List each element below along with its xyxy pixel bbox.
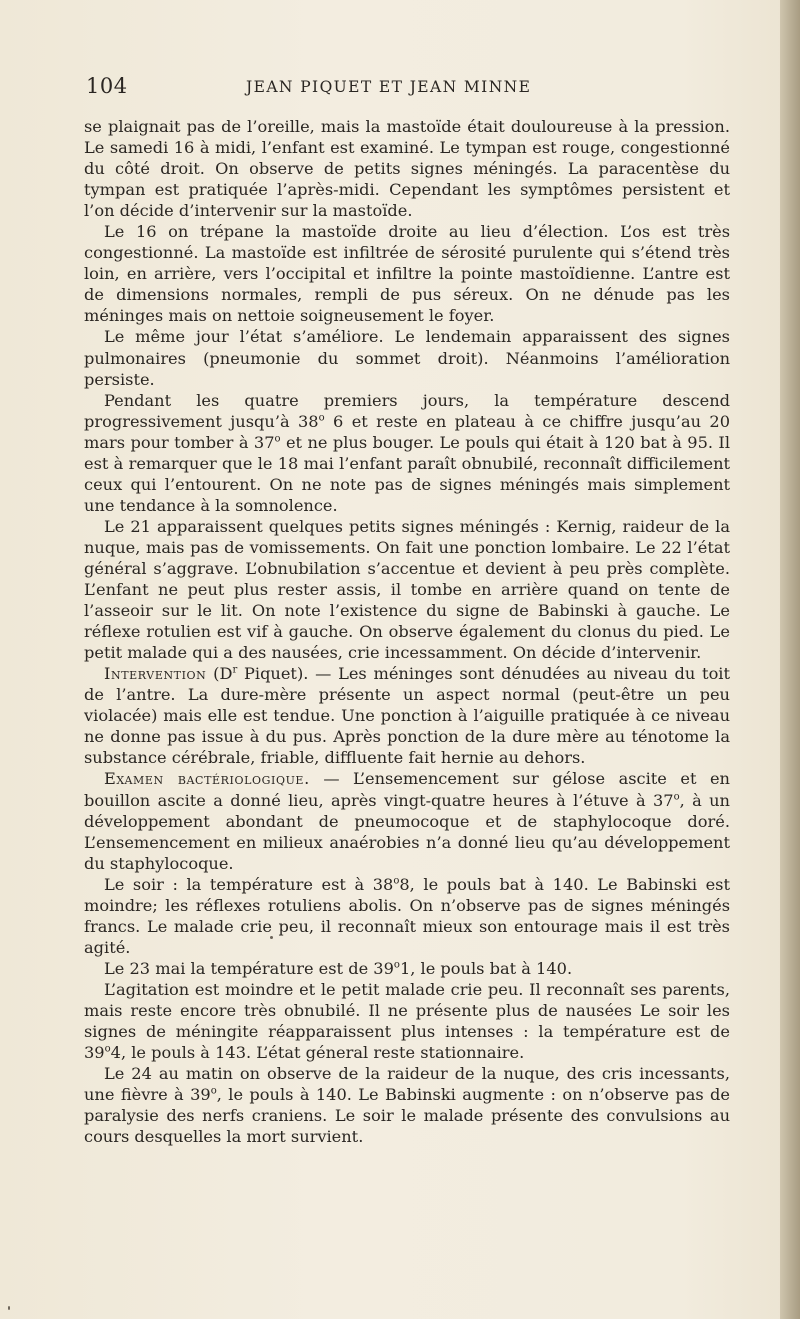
running-title: JEAN PIQUET ET JEAN MINNE xyxy=(246,78,532,96)
paragraph-1-text: se plaignait pas de l’oreille, mais la mastoïde était douloureuse à la pression. Le samedi 16 à midi, l’enfant est examiné. Le tympan est rouge, congestionné du côté droit. On observe de petits signes méningés. La paracentèse du tympan est pratiquée l’après-midi. Cependant les symptômes persistent et l’on décide d’intervenir sur la mastoïde. xyxy=(84,117,730,221)
paragraph-6-text: Piquet). — Les méninges sont dénudées au niveau du toit de l’antre. La dure-mère présente un aspect normal (peut-être un peu violacée) mais elle est tendue. Une ponction à l’aiguille pratiquée à ce niveau ne donne pas issue à du pus. Après ponction de la dure mère au ténotome la substance cérébrale, friable, diffluente fait hernie au dehors. xyxy=(84,664,730,768)
paragraph-5 xyxy=(84,516,730,663)
paragraph-6 xyxy=(84,663,730,768)
paragraph-9-text-a: Le 23 mai la température est de 39 xyxy=(104,958,394,978)
paragraph-1 xyxy=(84,116,730,221)
paragraph-7 xyxy=(84,768,730,873)
paragraph-10 xyxy=(84,979,730,1063)
page-gutter-shadow xyxy=(780,0,800,1319)
paragraph-2 xyxy=(84,221,730,326)
paragraph-7-text-a: — L’ensemencement sur gélose ascite et en bouillon ascite a donné lieu, après vingt-quatre heures à l’étuve à 37 xyxy=(84,769,730,810)
paragraph-3-text: Le même jour l’état s’améliore. Le lendemain apparaissent des signes pulmonaires (pneumonie du sommet droit). Néanmoins l’amélioration persiste. xyxy=(84,327,730,389)
degree-superscript: o xyxy=(274,433,281,445)
paragraph-9 xyxy=(84,958,730,979)
paragraph-4-text-a: Pendant les quatre premiers jours, la température descend progressivement jusqu’à 38 xyxy=(84,390,730,431)
degree-superscript: o xyxy=(673,791,680,803)
paragraph-4 xyxy=(84,390,730,516)
page-number: 104 xyxy=(86,74,128,98)
paragraph-11 xyxy=(84,1063,730,1147)
body-text xyxy=(84,116,730,1147)
paragraph-10-text-a: L’agitation est moindre et le petit malade crie peu. Il reconnaît ses parents, mais reste encore très obnubilé. Il ne présente plus de nausées Le soir les signes de méningite réapparaissent plus intenses : la température est de 39 xyxy=(84,979,730,1063)
paragraph-9-text-b: 1, le pouls bat à 140. xyxy=(399,958,573,978)
degree-superscript: o xyxy=(393,959,400,971)
paragraph-11-text-b: , le pouls à 140. Le Babinski augmente : on n’observe pas de paralysie des nerfs craniens. Le soir le malade présente des convulsions au cours desquelles la mort survient. xyxy=(84,1085,730,1147)
paragraph-4-text-c: et ne plus bouger. Le pouls qui était à 120 bat à 95. Il est à remarquer que le 18 mai l’enfant paraît obnubilé, reconnaît difficilement ceux qui l’entourent. On ne note pas de signes méningés mais simplement une tendance à la somnolence. xyxy=(84,432,730,515)
paragraph-5-text: Le 21 apparaissent quelques petits signes méningés : Kernig, raideur de la nuque, mais pas de vomissements. On fait une ponction lombaire. Le 22 l’état général s’aggrave. L’obnubilation s’accentue et devient à peu près complète. L’enfant ne peut plus rester assis, il tombe en arrière quand on tente de l’asseoir sur le lit. On note l’existence du signe de Babinski à gauche. Le réflexe rotulien est vif à gauche. On observe également du clonus du pied. Le petit malade qui a des nausées, crie incessamment. On décide d’intervenir. xyxy=(84,516,730,663)
degree-superscript: o xyxy=(318,412,325,424)
paragraph-8-text-b: 8, le pouls bat à 140. Le Babinski est moindre; les réflexes rotuliens abolis. On n’observe pas de signes méningés francs. Le malade crie peu, il reconnaît mieux son entourage mais il est très agité. xyxy=(84,874,730,957)
degree-superscript: o xyxy=(210,1085,217,1097)
paragraph-3 xyxy=(84,326,730,389)
paragraph-8 xyxy=(84,874,730,958)
degree-superscript: o xyxy=(393,875,400,887)
page-header xyxy=(86,74,736,104)
bacteriology-heading: Examen bactériologique. xyxy=(104,769,310,789)
intervention-heading: Intervention xyxy=(104,664,207,684)
degree-superscript: o xyxy=(104,1043,111,1055)
ink-speck xyxy=(8,1306,10,1310)
doctor-prefix: (D xyxy=(213,664,233,684)
ink-speck xyxy=(270,936,273,939)
paragraph-11-text-a: Le 24 au matin on observe de la raideur de la nuque, des cris incessants, une fièvre à 39 xyxy=(84,1064,730,1105)
paragraph-2-text: Le 16 on trépane la mastoïde droite au lieu d’élection. L’os est très congestionné. La mastoïde est infiltrée de sérosité purulente qui s’étend très loin, en arrière, vers l’occipital et infiltre la pointe mastoïdienne. L’antre est de dimensions normales, rempli de pus séreux. On ne dénude pas les méninges mais on nettoie soigneusement le foyer. xyxy=(84,222,730,326)
doctor-superscript: r xyxy=(232,664,238,676)
paragraph-8-text-a: Le soir : la température est à 38 xyxy=(104,874,394,894)
paragraph-7-text-b: , à un développement abondant de pneumocoque et de staphylocoque doré. L’ensemencement en milieux anaérobies n’a donné lieu qu’au développement du staphylocoque. xyxy=(84,790,730,873)
paragraph-4-text-b: 6 et reste en plateau à ce chiffre jusqu’au 20 mars pour tomber à 37 xyxy=(84,411,730,452)
paragraph-10-text-b: 4, le pouls à 143. L’état géneral reste stationnaire. xyxy=(110,1043,525,1063)
